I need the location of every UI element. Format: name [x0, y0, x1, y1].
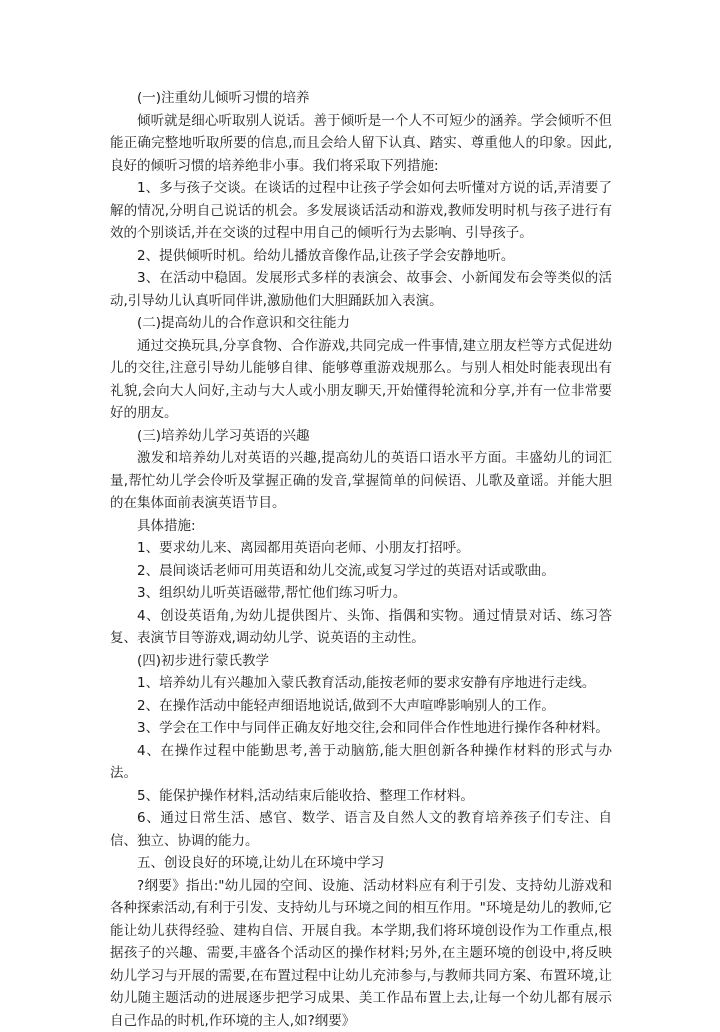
paragraph: 1、多与孩子交谈。在谈话的过程中让孩子学会如何去听懂对方说的话,弄清要了解的情况,分明自己说话的机会。多发展谈话活动和游戏,教师发明时机与孩子进行有效的个别谈话,并在交谈的过程中用自己的倾听行为去影响、引导孩子。 [110, 177, 612, 245]
paragraph: 3、学会在工作中与同伴正确友好地交往,会和同伴合作性地进行操作各种材料。 [110, 717, 612, 740]
paragraph: 激发和培养幼儿对英语的兴趣,提高幼儿的英语口语水平方面。丰盛幼儿的词汇量,帮忙幼儿学会伶听及掌握正确的发音,掌握简单的问候语、儿歌及童谣。并能大胆的在集体面前表演英语节目。 [110, 447, 612, 515]
section-heading: (四)初步进行蒙氏教学 [110, 650, 612, 673]
paragraph: 1、培养幼儿有兴趣加入蒙氏教育活动,能按老师的要求安静有序地进行走线。 [110, 672, 612, 695]
paragraph: 2、晨间谈话老师可用英语和幼儿交流,或复习学过的英语对话或歌曲。 [110, 560, 612, 583]
paragraph: 3、组织幼儿听英语磁带,帮忙他们练习听力。 [110, 582, 612, 605]
paragraph: 具体措施: [110, 515, 612, 538]
paragraph: 6、通过日常生活、感官、数学、语言及自然人文的教育培养孩子们专注、自信、独立、协调的能力。 [110, 807, 612, 852]
paragraph: 4、创设英语角,为幼儿提供图片、头饰、指偶和实物。通过情景对话、练习答复、表演节目等游戏,调动幼儿学、说英语的主动性。 [110, 605, 612, 650]
section-heading: (一)注重幼儿倾听习惯的培养 [110, 87, 612, 110]
paragraph: 5、能保护操作材料,活动结束后能收拾、整理工作材料。 [110, 785, 612, 808]
paragraph: 2、在操作活动中能轻声细语地说话,做到不大声喧哗影响别人的工作。 [110, 695, 612, 718]
paragraph: 2、提供倾听时机。给幼儿播放音像作品,让孩子学会安静地听。 [110, 245, 612, 268]
section-heading: (二)提高幼儿的合作意识和交往能力 [110, 312, 612, 335]
paragraph: 3、在活动中稳固。发展形式多样的表演会、故事会、小新闻发布会等类似的活动,引导幼儿认真听同伴讲,激励他们大胆踊跃加入表演。 [110, 267, 612, 312]
section-heading: 五、创设良好的环境,让幼儿在环境中学习 [110, 852, 612, 875]
paragraph: 倾听就是细心听取别人说话。善于倾听是一个人不可短少的涵养。学会倾听不但能正确完整地听取所要的信息,而且会给人留下认真、踏实、尊重他人的印象。因此,良好的倾听习惯的培养绝非小事。我们将采取下列措施: [110, 110, 612, 178]
paragraph: 4、在操作过程中能勤思考,善于动脑筋,能大胆创新各种操作材料的形式与办法。 [110, 740, 612, 785]
paragraph: ?纲要》指出:"幼儿园的空间、设施、活动材料应有利于引发、支持幼儿游戏和各种探索活动,有利于引发、支持幼儿与环境之间的相互作用。"环境是幼儿的教师,它能让幼儿获得经验、建构自信、开展自我。本学期,我们将环境创设作为工作重点,根据孩子的兴趣、需要,丰盛各个活动区的操作材料;另外,在主题环境的创设中,将反映幼儿学习与开展的需要,在布置过程中让幼儿充沛参与,与教师共同方案、布置环境,让幼儿随主题活动的进展逐步把学习成果、美工作品布置上去,让每一个幼儿都有展示自己作品的时机,作环境的主人,如?纲要》 [110, 875, 612, 1032]
document-body [110, 87, 612, 1032]
paragraph: 通过交换玩具,分享食物、合作游戏,共同完成一件事情,建立朋友栏等方式促进幼儿的交往,注意引导幼儿能够自律、能够尊重游戏规那么。与别人相处时能表现出有礼貌,会向大人问好,主动与大人或小朋友聊天,开始懂得轮流和分享,并有一位非常要好的朋友。 [110, 335, 612, 425]
section-heading: (三)培养幼儿学习英语的兴趣 [110, 425, 612, 448]
paragraph: 1、要求幼儿来、离园都用英语向老师、小朋友打招呼。 [110, 537, 612, 560]
